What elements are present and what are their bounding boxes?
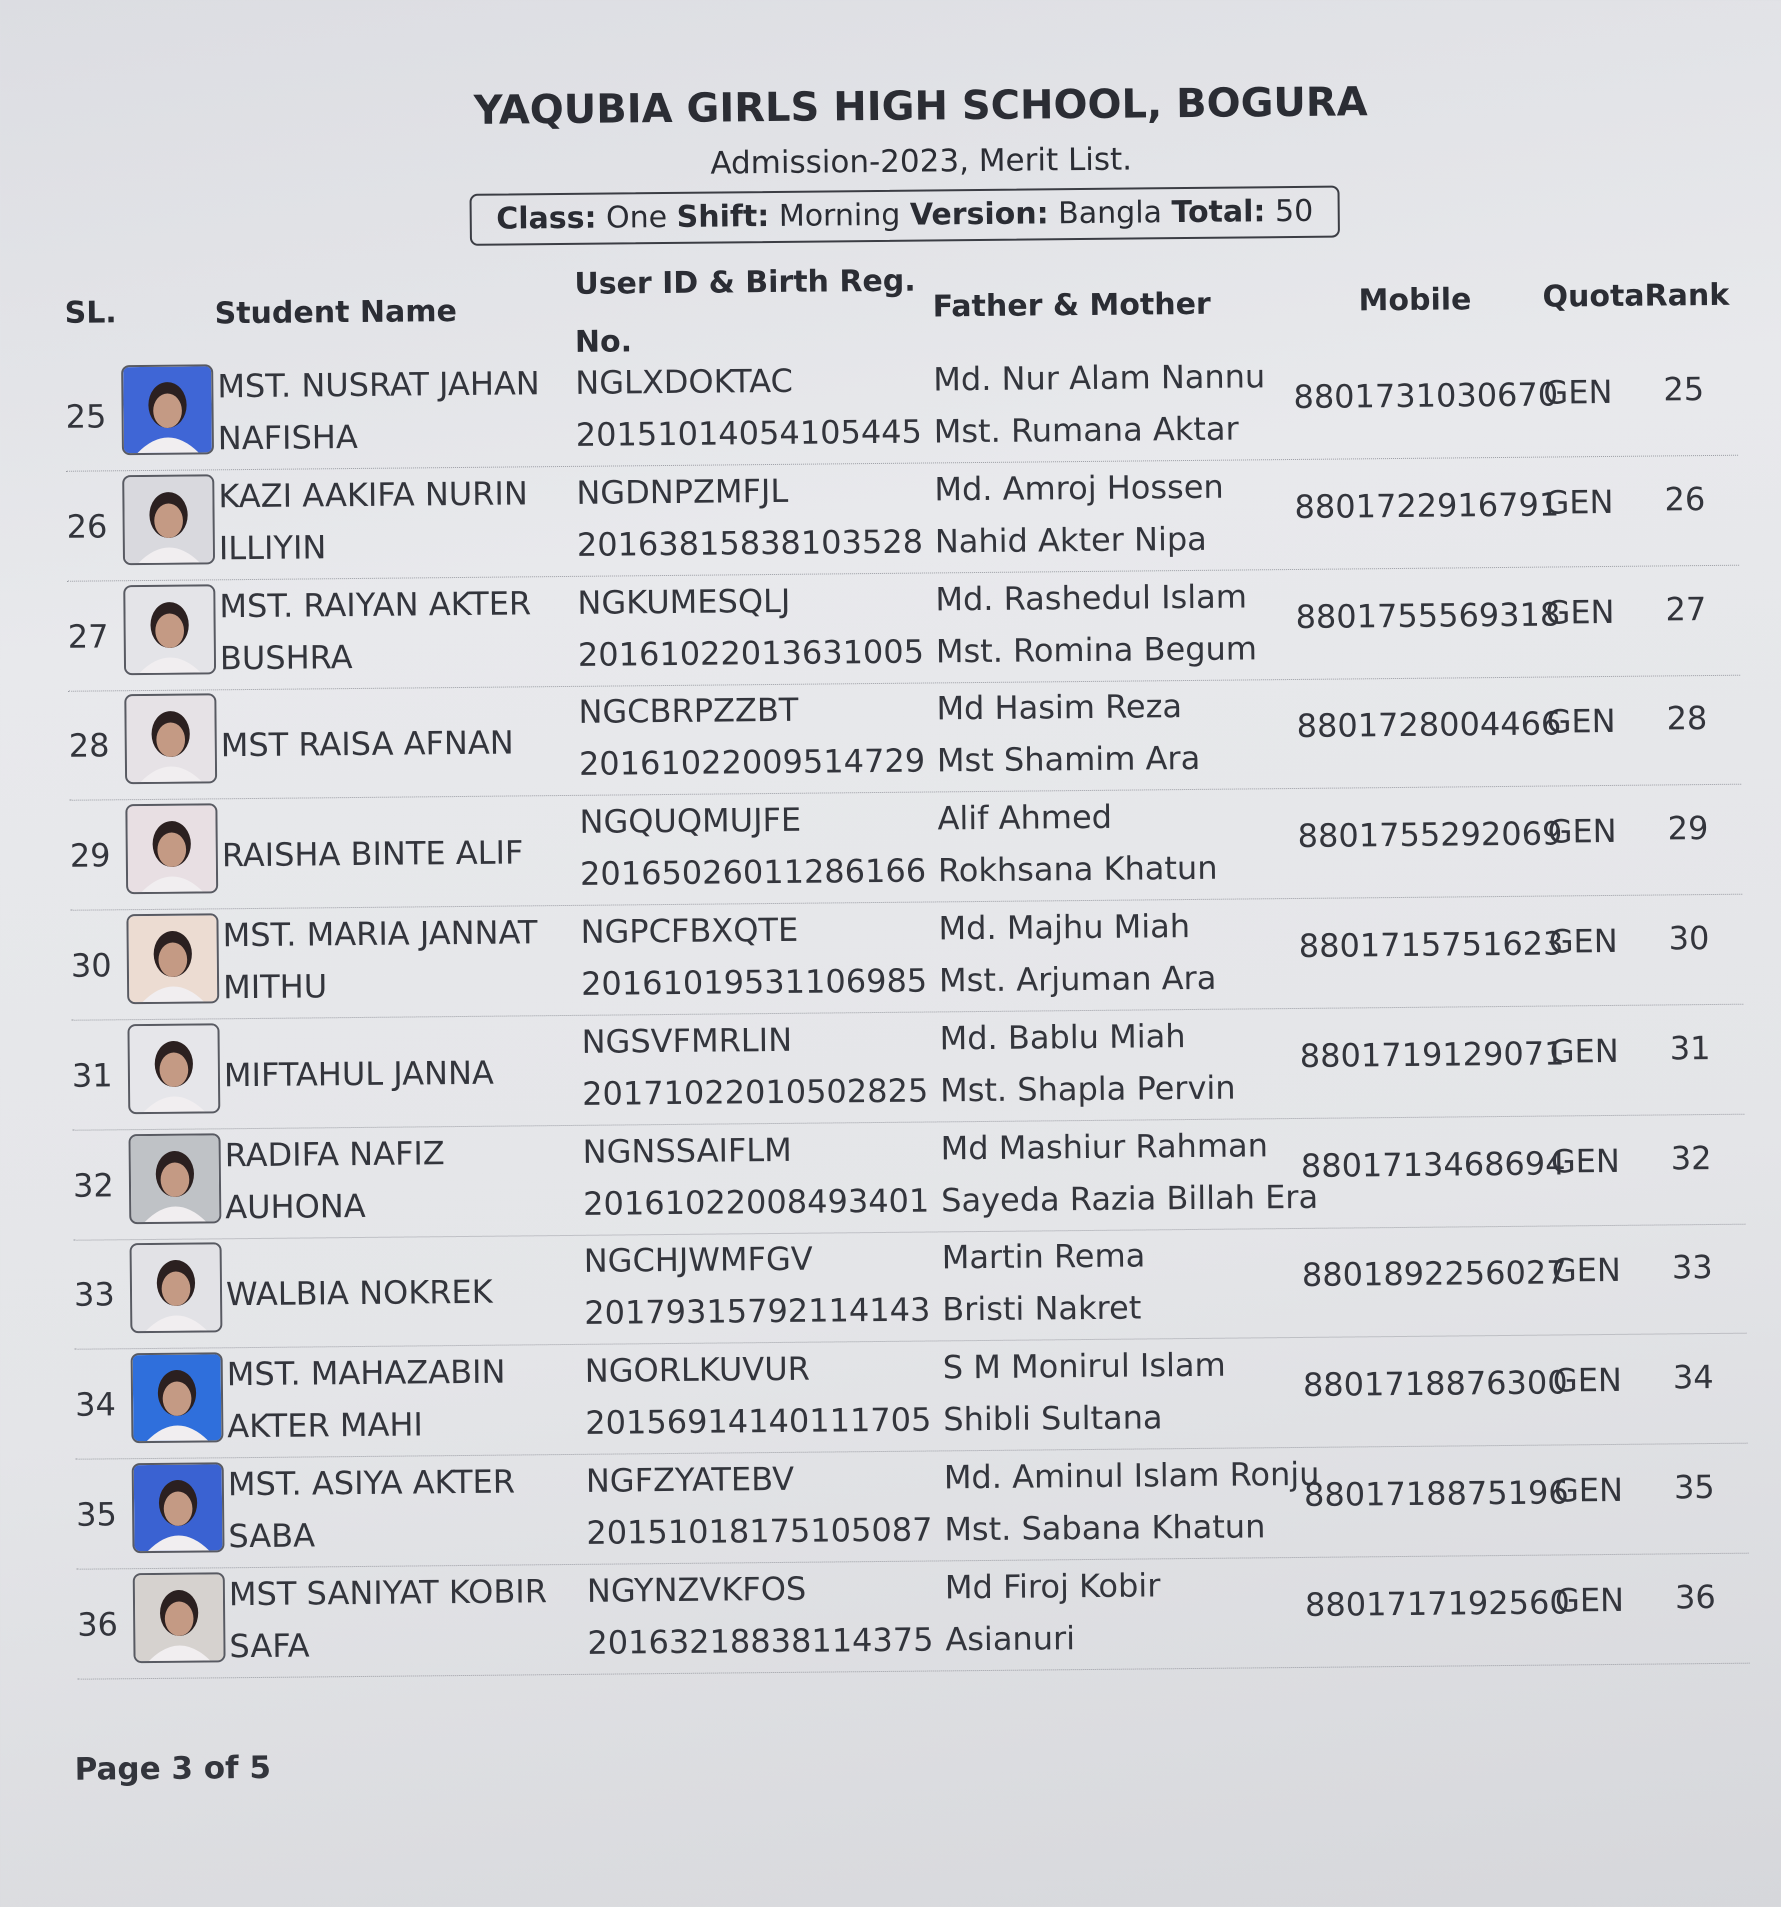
- mobile-number: 8801713468694: [1300, 1144, 1566, 1185]
- student-photo: [129, 1133, 222, 1224]
- quota: GEN: [1550, 1141, 1620, 1181]
- student-photo-graphic: [126, 696, 215, 783]
- student-photo-graphic: [134, 1464, 223, 1551]
- total-label: Total:: [1171, 194, 1266, 231]
- quota: GEN: [1543, 372, 1613, 412]
- student-photo: [124, 694, 217, 785]
- mother-name: Bristi Nakret: [942, 1288, 1142, 1329]
- mobile-number: 8801722916791: [1294, 485, 1560, 526]
- serial-number: 25: [65, 397, 107, 436]
- student-name-line2: ILLIYIN: [218, 528, 327, 568]
- mother-name: Mst Shamim Ara: [936, 739, 1201, 780]
- birth-reg-no: 20161019531106985: [580, 961, 928, 1003]
- user-id-birth-reg: [577, 573, 924, 680]
- quota: GEN: [1545, 592, 1615, 632]
- mother-name: Mst. Romina Begum: [935, 628, 1258, 671]
- mobile-number: 8801755292069: [1297, 814, 1563, 856]
- father-name: Alif Ahmed: [937, 797, 1113, 838]
- user-id: NGORLKUVUR: [584, 1349, 811, 1391]
- mobile-number: 8801718876300: [1302, 1363, 1568, 1405]
- mobile-number: 8801731030670: [1293, 375, 1559, 416]
- parents: [939, 1009, 1235, 1116]
- student-photo-graphic: [133, 1355, 222, 1442]
- father-name: Md. Amroj Hossen: [934, 467, 1224, 509]
- student-name: [221, 716, 571, 771]
- mother-name: Mst. Shapla Pervin: [939, 1068, 1236, 1110]
- total-value: 50: [1274, 193, 1314, 230]
- student-name-line1: MST RAISA AFNAN: [220, 723, 514, 765]
- serial-number: 36: [77, 1605, 119, 1644]
- table-row: [69, 785, 1742, 911]
- rank: 34: [1672, 1358, 1714, 1397]
- student-photo: [126, 913, 219, 1004]
- col-header-mobile: Mobile: [1358, 282, 1472, 319]
- rank: 30: [1668, 919, 1710, 958]
- father-name: Md. Majhu Miah: [938, 907, 1191, 948]
- student-name-line2: NAFISHA: [217, 417, 358, 458]
- parents: [936, 680, 1200, 787]
- birth-reg-no: 20151018175105087: [586, 1510, 933, 1552]
- parents: [943, 1339, 1227, 1446]
- father-name: Md. Nur Alam Nannu: [933, 357, 1266, 399]
- student-photo: [131, 1352, 224, 1443]
- parents: [940, 1118, 1318, 1226]
- father-name: Md Hasim Reza: [936, 687, 1183, 728]
- rank: 26: [1664, 479, 1706, 519]
- parents: [945, 1559, 1161, 1665]
- user-id: NGDNPZMFJL: [576, 471, 789, 512]
- mother-name: Mst. Arjuman Ara: [938, 958, 1217, 1000]
- mobile-number: 8801892256027: [1301, 1253, 1567, 1295]
- serial-number: 35: [75, 1495, 118, 1534]
- student-photo: [123, 584, 216, 675]
- birth-reg-no: 20161022009514729: [578, 741, 926, 784]
- quota: GEN: [1552, 1361, 1623, 1400]
- student-photo-graphic: [123, 366, 212, 453]
- parents: [937, 790, 1218, 897]
- student-name: [222, 906, 573, 1013]
- user-id-birth-reg: [586, 1452, 933, 1559]
- student-name-line2: MITHU: [222, 967, 328, 1007]
- user-id: NGLXDOKTAC: [575, 361, 794, 402]
- col-header-name: Student Name: [214, 294, 458, 332]
- rank: 25: [1663, 370, 1705, 409]
- student-name-line1: MST. MAHAZABIN: [226, 1352, 506, 1394]
- merit-list-sheet: [40, 24, 1757, 1800]
- table-row: [72, 1114, 1745, 1240]
- birth-reg-no: 20151014054105445: [575, 412, 923, 454]
- rank: 27: [1665, 589, 1707, 629]
- user-id-birth-reg: [585, 1342, 932, 1449]
- student-name: [224, 1046, 574, 1101]
- student-name: [228, 1455, 579, 1562]
- quota: GEN: [1548, 921, 1618, 961]
- version-value: Bangla: [1058, 195, 1163, 232]
- table-row: [65, 346, 1738, 472]
- quota: GEN: [1554, 1580, 1625, 1620]
- student-name-line2: AKTER MAHI: [227, 1405, 424, 1446]
- parents: [941, 1230, 1146, 1336]
- student-name: [219, 577, 570, 684]
- quota: GEN: [1546, 702, 1616, 741]
- student-photo-graphic: [131, 1135, 220, 1222]
- student-photo-graphic: [135, 1574, 224, 1661]
- school-title: YAQUBIA GIRLS HIGH SCHOOL, BOGURA: [473, 79, 1368, 134]
- serial-number: 28: [68, 726, 110, 766]
- student-name: [217, 357, 568, 464]
- student-photo-graphic: [128, 915, 217, 1002]
- student-photo-graphic: [127, 806, 216, 893]
- student-name-line1: RADIFA NAFIZ: [224, 1133, 445, 1174]
- user-id-birth-reg: [582, 1122, 929, 1229]
- user-id-birth-reg: [578, 683, 925, 790]
- shift-value: Morning: [778, 197, 901, 234]
- user-id: NGFZYATEBV: [585, 1459, 795, 1500]
- serial-number: 27: [67, 616, 109, 656]
- col-header-uid: User ID & Birth Reg.: [574, 263, 916, 302]
- student-photo: [125, 804, 218, 895]
- student-photo-graphic: [124, 476, 213, 563]
- user-id: NGQUQMUJFE: [579, 800, 802, 842]
- parents: [934, 460, 1224, 567]
- birth-reg-no: 20165026011286166: [579, 851, 927, 894]
- user-id-birth-reg: [587, 1561, 934, 1668]
- father-name: Martin Rema: [941, 1236, 1146, 1277]
- version-label: Version:: [909, 196, 1049, 233]
- birth-reg-no: 20161022008493401: [583, 1181, 930, 1223]
- serial-number: 29: [69, 836, 111, 875]
- student-name-line2: BUSHRA: [219, 637, 353, 677]
- user-id: NGCHJWMFGV: [583, 1240, 813, 1281]
- student-name-line2: SAFA: [229, 1626, 310, 1666]
- student-name: [224, 1126, 575, 1233]
- quota: GEN: [1553, 1470, 1624, 1510]
- serial-number: 26: [66, 507, 108, 546]
- rank: 32: [1670, 1138, 1712, 1177]
- mother-name: Asianuri: [945, 1618, 1076, 1659]
- student-name-line1: MST. ASIYA AKTER: [227, 1462, 516, 1504]
- parents: [933, 350, 1266, 457]
- rank: 28: [1666, 699, 1708, 738]
- table-row: [71, 1004, 1744, 1130]
- mother-name: Sayeda Razia Billah Era: [940, 1177, 1319, 1219]
- mobile-number: 8801719129071: [1299, 1034, 1565, 1075]
- birth-reg-no: 20179315792114143: [584, 1290, 931, 1333]
- quota: GEN: [1547, 812, 1617, 851]
- table-row: [68, 675, 1741, 801]
- father-name: Md. Aminul Islam Ronju: [943, 1454, 1320, 1497]
- serial-number: 30: [70, 946, 112, 985]
- rank: 31: [1669, 1028, 1711, 1068]
- mother-name: Nahid Akter Nipa: [934, 519, 1207, 561]
- table-row: [66, 456, 1739, 582]
- student-name-line1: MST SANIYAT KOBIR: [228, 1572, 548, 1614]
- user-id: NGCBRPZZBT: [578, 691, 799, 732]
- father-name: S M Monirul Islam: [942, 1345, 1226, 1387]
- serial-number: 31: [71, 1056, 113, 1095]
- serial-number: 34: [74, 1385, 117, 1424]
- birth-reg-no: 20163815838103528: [576, 522, 924, 564]
- student-name: [227, 1345, 578, 1452]
- parents: [938, 900, 1216, 1007]
- quota: GEN: [1549, 1031, 1619, 1071]
- page-indicator: Page 3 of 5: [74, 1749, 272, 1788]
- parents: [935, 570, 1257, 677]
- col-header-quota-rank: QuotaRank: [1542, 277, 1730, 315]
- birth-reg-no: 20156914140111705: [585, 1400, 932, 1443]
- birth-reg-no: 20163218838114375: [587, 1620, 934, 1662]
- student-name-line2: AUHONA: [225, 1186, 366, 1226]
- table-row: [75, 1334, 1748, 1460]
- student-name-line1: KAZI AAKIFA NURIN: [218, 474, 528, 516]
- mother-name: Rokhsana Khatun: [937, 848, 1218, 890]
- rank: 29: [1667, 809, 1709, 848]
- user-id-birth-reg: [576, 463, 923, 570]
- table-row: [67, 565, 1740, 691]
- parents: [944, 1448, 1321, 1556]
- student-name: [222, 826, 572, 881]
- user-id: NGNSSAIFLM: [582, 1130, 792, 1171]
- student-name-line1: MST. NUSRAT JAHAN: [217, 364, 540, 406]
- list-subtitle: Admission-2023, Merit List.: [710, 141, 1133, 182]
- student-name: [229, 1565, 580, 1672]
- father-name: Md. Rashedul Islam: [935, 577, 1248, 619]
- student-photo: [127, 1023, 220, 1114]
- mother-name: Mst. Sabana Khatun: [944, 1507, 1266, 1549]
- student-photo-graphic: [132, 1245, 221, 1332]
- student-name-line1: MST. MARIA JANNAT: [222, 913, 538, 955]
- student-name: [226, 1265, 576, 1320]
- user-id: NGYNZVKFOS: [586, 1569, 807, 1610]
- father-name: Md Firoj Kobir: [944, 1566, 1161, 1607]
- student-name-line1: MIFTAHUL JANNA: [223, 1053, 494, 1095]
- class-info-box: [469, 186, 1339, 246]
- student-name: [218, 467, 569, 574]
- table-row: [76, 1444, 1749, 1570]
- student-photo-graphic: [125, 586, 214, 673]
- mobile-number: 8801755569318: [1295, 595, 1561, 636]
- col-header-parents: Father & Mother: [932, 286, 1211, 325]
- user-id-birth-reg: [580, 903, 927, 1010]
- student-photo: [130, 1243, 223, 1334]
- student-photo-graphic: [129, 1025, 218, 1112]
- student-photo: [121, 364, 214, 455]
- rank: 35: [1673, 1467, 1715, 1507]
- shift-label: Shift:: [676, 199, 770, 235]
- quota: GEN: [1551, 1251, 1622, 1290]
- serial-number: 33: [73, 1275, 115, 1315]
- class-label: Class:: [496, 200, 597, 237]
- birth-reg-no: 20161022013631005: [577, 632, 925, 674]
- quota: GEN: [1544, 482, 1614, 522]
- mother-name: Mst. Rumana Aktar: [933, 409, 1239, 451]
- student-photo: [132, 1462, 225, 1553]
- class-value: One: [605, 199, 668, 236]
- user-id: NGKUMESQLJ: [577, 581, 791, 622]
- col-header-uid-cont: No.: [574, 324, 633, 360]
- student-name-line1: RAISHA BINTE ALIF: [221, 833, 524, 875]
- user-id-birth-reg: [579, 793, 926, 900]
- user-id-birth-reg: [575, 354, 922, 461]
- mother-name: Shibli Sultana: [943, 1398, 1163, 1439]
- mobile-number: 8801717192560: [1304, 1583, 1570, 1624]
- mobile-number: 8801728004466: [1296, 704, 1562, 746]
- father-name: Md Mashiur Rahman: [940, 1125, 1269, 1167]
- user-id-birth-reg: [583, 1232, 930, 1339]
- student-photo: [133, 1572, 226, 1663]
- table-row: [70, 895, 1743, 1021]
- table-row: [74, 1224, 1747, 1350]
- user-id: NGSVFMRLIN: [581, 1020, 793, 1061]
- student-name-line1: MST. RAIYAN AKTER: [219, 583, 532, 625]
- serial-number: 32: [72, 1165, 114, 1205]
- mobile-number: 8801718875196: [1303, 1473, 1569, 1514]
- student-name-line2: SABA: [228, 1516, 316, 1556]
- col-header-sl: SL.: [64, 295, 117, 331]
- student-photo: [122, 474, 215, 565]
- rank: 36: [1674, 1577, 1716, 1617]
- user-id: NGPCFBXQTE: [580, 910, 799, 951]
- rank: 33: [1671, 1248, 1713, 1287]
- father-name: Md. Bablu Miah: [939, 1016, 1186, 1058]
- mobile-number: 8801715751623: [1298, 924, 1564, 965]
- birth-reg-no: 20171022010502825: [581, 1071, 929, 1113]
- table-row: [77, 1553, 1750, 1679]
- user-id-birth-reg: [581, 1012, 928, 1119]
- student-name-line1: WALBIA NOKREK: [225, 1273, 493, 1314]
